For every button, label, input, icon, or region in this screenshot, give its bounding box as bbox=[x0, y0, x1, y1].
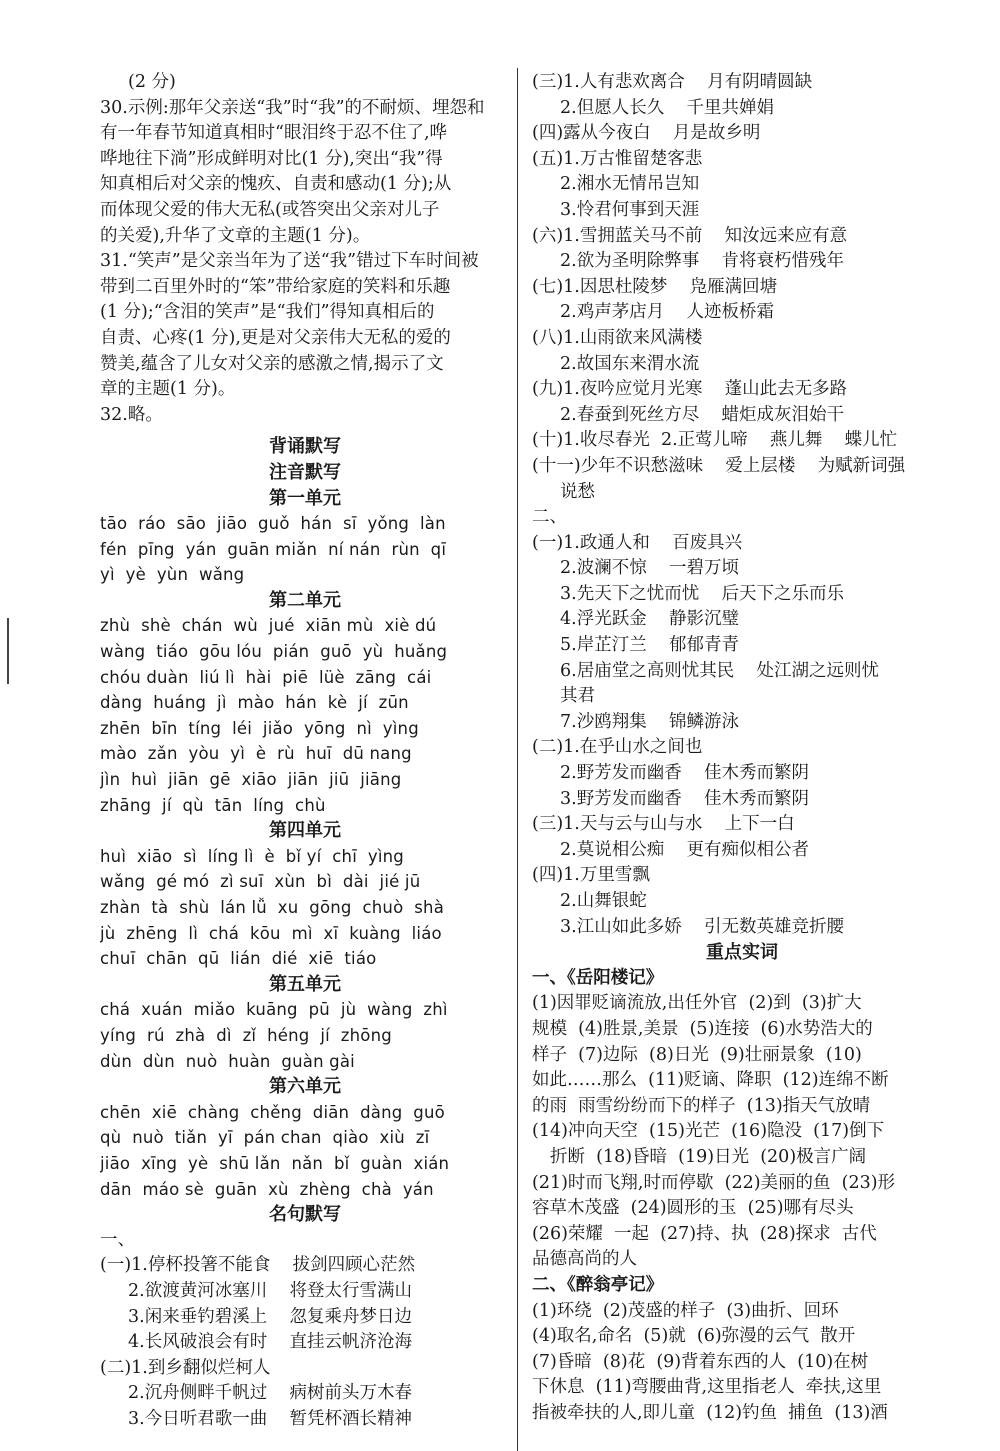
section-heading: 第一单元 bbox=[269, 487, 341, 509]
text-line: (四)露从今夜白 月是故乡明 bbox=[532, 123, 761, 144]
text-line: 6.居庙堂之高则忧其民 处江湖之远则忧 bbox=[560, 660, 879, 681]
left-column bbox=[100, 70, 510, 1432]
pinyin-line: dùn dùn nuò huàn guàn gài bbox=[100, 1051, 355, 1071]
text-line: 3.今日听君歌一曲 暂凭杯酒长精神 bbox=[128, 1408, 412, 1429]
column-divider bbox=[517, 68, 518, 1451]
pinyin-line: wàng tiáo gōu lóu pián guō yù huǎng bbox=[100, 642, 448, 662]
pinyin-line: jìn huì jiān gē xiāo jiān jiū jiāng bbox=[100, 770, 402, 790]
pinyin-line: chá xuán miǎo kuāng pū jù wàng zhì bbox=[100, 1000, 448, 1020]
subsection-heading: 一、《岳阳楼记》 bbox=[532, 967, 664, 988]
section-heading: 第五单元 bbox=[269, 973, 341, 995]
text-line: 2.故国东来渭水流 bbox=[560, 353, 700, 374]
section-heading: 第二单元 bbox=[269, 589, 341, 611]
text-line: 2.野芳发而幽香 佳木秀而繁阴 bbox=[560, 763, 809, 784]
text-line: (六)1.雪拥蓝关马不前 知汝远来应有意 bbox=[532, 225, 848, 246]
pinyin-line: zhēn bīn tíng léi jiǎo yōng nì yìng bbox=[100, 718, 419, 738]
text-line: 自责、心疼(1 分),更是对父亲伟大无私的爱的 bbox=[100, 327, 451, 348]
text-line: 2.波澜不惊 一碧万顷 bbox=[560, 558, 739, 579]
text-line: (26)荣耀 一起 (27)持、执 (28)探求 古代 bbox=[532, 1223, 877, 1244]
text-line: (十)1.收尽春光 2.正莺儿啼 燕儿舞 蝶儿忙 bbox=[532, 430, 898, 451]
pinyin-line: dān máo sè guān xù zhèng chà yán bbox=[100, 1179, 434, 1199]
text-line: (14)冲向天空 (15)光芒 (16)隐没 (17)倒下 bbox=[532, 1121, 885, 1142]
text-line: 2.鸡声茅店月 人迹板桥霜 bbox=[560, 302, 774, 323]
text-line: (八)1.山雨欲来风满楼 bbox=[532, 327, 703, 348]
text-line: (一)1.政通人和 百废具兴 bbox=[532, 532, 743, 553]
text-line: (2 分) bbox=[128, 72, 176, 92]
section-heading: 名句默写 bbox=[269, 1204, 341, 1226]
text-line: 2.沉舟侧畔千帆过 病树前头万木春 bbox=[128, 1383, 412, 1404]
pinyin-line: wǎng gé mó zì suī xùn bì dài jié jū bbox=[100, 872, 421, 892]
text-line: 5.岸芷汀兰 郁郁青青 bbox=[560, 635, 739, 656]
text-line: (三)1.人有悲欢离合 月有阴晴圆缺 bbox=[532, 72, 813, 92]
text-line: 2.湘水无情吊岂知 bbox=[560, 174, 700, 195]
text-line: (7)昏暗 (8)花 (9)背着东西的人 (10)在树 bbox=[532, 1351, 869, 1372]
pinyin-line: fén pīng yán guān miǎn ní nán rùn qī bbox=[100, 539, 447, 559]
text-line: (五)1.万古惟留楚客悲 bbox=[532, 148, 703, 169]
pinyin-line: dàng huáng jì mào hán kè jí zūn bbox=[100, 693, 409, 713]
pinyin-line: zhāng jí qù tān líng chù bbox=[100, 795, 326, 815]
pinyin-line: yì yè yùn wǎng bbox=[100, 565, 245, 585]
text-line: 的雨 雨雪纷纷而下的样子 (13)指天气放晴 bbox=[532, 1095, 871, 1116]
section-heading: 第六单元 bbox=[269, 1076, 341, 1098]
pinyin-line: yíng rú zhà dì zǐ héng jí zhōng bbox=[100, 1025, 392, 1045]
margin-mark bbox=[7, 618, 9, 684]
text-line: 7.沙鸥翔集 锦鳞游泳 bbox=[560, 711, 739, 732]
text-line: (4)取名,命名 (5)就 (6)弥漫的云气 散开 bbox=[532, 1326, 856, 1347]
text-line: 容草木茂盛 (24)圆形的玉 (25)哪有尽头 bbox=[532, 1198, 854, 1219]
text-line: 3.怜君何事到天涯 bbox=[560, 199, 700, 220]
text-line: 31.“笑声”是父亲当年为了送“我”错过下车时间被 bbox=[100, 251, 479, 272]
text-line: 3.闲来垂钓碧溪上 忽复乘舟梦日边 bbox=[128, 1306, 412, 1327]
text-line: (二)1.在乎山水之间也 bbox=[532, 737, 703, 758]
text-line: 带到二百里外时的“笨”带给家庭的笑料和乐趣 bbox=[100, 276, 451, 297]
text-line: 一、 bbox=[100, 1229, 135, 1250]
pinyin-line: zhàn tà shù lán lǚ xu gōng chuò shà bbox=[100, 898, 445, 917]
text-line: (二)1.到乡翻似烂柯人 bbox=[100, 1357, 271, 1378]
text-line: (四)1.万里雪飘 bbox=[532, 865, 650, 886]
pinyin-line: qù nuò tiǎn yī pán chan qiào xiù zī bbox=[100, 1128, 430, 1148]
text-line: (七)1.因思杜陵梦 凫雁满回塘 bbox=[532, 276, 778, 297]
section-heading: 重点实词 bbox=[706, 942, 778, 964]
text-line: 的关爱),升华了文章的主题(1 分)。 bbox=[100, 225, 371, 246]
text-line: 32.略。 bbox=[100, 404, 163, 425]
text-line: 二、 bbox=[532, 507, 567, 528]
text-line: 而体现父爱的伟大无私(或答突出父亲对儿子 bbox=[100, 199, 440, 220]
text-line: 2.山舞银蛇 bbox=[560, 891, 647, 911]
text-line: (十一)少年不识愁滋味 爱上层楼 为赋新词强 bbox=[532, 455, 906, 476]
text-line: 赞美,蕴含了儿女对父亲的感激之情,揭示了文 bbox=[100, 353, 444, 374]
section-heading: 背诵默写 bbox=[269, 436, 341, 458]
text-line: 有一年春节知道真相时“眼泪终于忍不住了,哗 bbox=[100, 123, 448, 144]
pinyin-line: huì xiāo sì líng lì è bǐ yí chī yìng bbox=[100, 846, 404, 866]
text-line: 下休息 (11)弯腰曲背,这里指老人 牵扶,这里 bbox=[532, 1377, 882, 1398]
section-heading: 第四单元 bbox=[269, 820, 341, 842]
text-line: 2.春蚕到死丝方尽 蜡炬成灰泪始干 bbox=[560, 404, 844, 425]
text-line: 3.江山如此多娇 引无数英雄竞折腰 bbox=[560, 916, 844, 937]
pinyin-line: chēn xiē chàng chěng diān dàng guō bbox=[100, 1102, 445, 1122]
section-heading: 注音默写 bbox=[269, 461, 341, 483]
text-line: 折断 (18)昏暗 (19)日光 (20)极言广阔 bbox=[550, 1146, 867, 1167]
text-line: 30.示例:那年父亲送“我”时“我”的不耐烦、埋怨和 bbox=[100, 97, 485, 118]
text-line: 4.浮光跃金 静影沉璧 bbox=[560, 609, 739, 630]
text-line: (三)1.天与云与山与水 上下一白 bbox=[532, 814, 795, 835]
right-column bbox=[532, 70, 952, 1426]
text-line: 2.莫说相公痴 更有痴似相公者 bbox=[560, 839, 809, 860]
pinyin-line: tāo ráo sāo jiāo guǒ hán sī yǒng làn bbox=[100, 514, 446, 534]
text-line: 指被牵扶的人,即儿童 (12)钓鱼 捕鱼 (13)酒 bbox=[532, 1402, 888, 1423]
pinyin-line: chuī chān qū lián dié xiē tiáo bbox=[100, 949, 377, 969]
pinyin-line: jù zhēng lì chá kōu mì xī kuàng liáo bbox=[100, 923, 442, 943]
pinyin-line: jiāo xīng yè shū lǎn nǎn bǐ guàn xián bbox=[100, 1153, 450, 1173]
pinyin-line: chóu duàn liú lì hài piē lüè zāng cái bbox=[100, 667, 432, 687]
text-line: 2.欲为圣明除弊事 肯将衰朽惜残年 bbox=[560, 251, 844, 272]
text-line: (1)因罪贬谪流放,出任外官 (2)到 (3)扩大 bbox=[532, 993, 862, 1014]
text-line: 4.长风破浪会有时 直挂云帆济沧海 bbox=[128, 1332, 412, 1353]
text-line: 说愁 bbox=[560, 481, 595, 502]
text-line: 3.野芳发而幽香 佳木秀而繁阴 bbox=[560, 788, 809, 809]
text-line: 2.但愿人长久 千里共婵娟 bbox=[560, 97, 774, 118]
text-line: 样子 (7)边际 (8)日光 (9)壮丽景象 (10) bbox=[532, 1044, 862, 1065]
text-line: 章的主题(1 分)。 bbox=[100, 379, 236, 400]
text-line: 3.先天下之忧而忧 后天下之乐而乐 bbox=[560, 583, 844, 604]
text-line: 规模 (4)胜景,美景 (5)连接 (6)水势浩大的 bbox=[532, 1018, 873, 1039]
text-line: 哗地往下淌”形成鲜明对比(1 分),突出“我”得 bbox=[100, 148, 443, 169]
text-line: 如此……那么 (11)贬谪、降职 (12)连绵不断 bbox=[532, 1070, 889, 1091]
pinyin-line: mào zǎn yòu yì è rù huī dū nang bbox=[100, 744, 412, 764]
text-line: 品德高尚的人 bbox=[532, 1249, 637, 1270]
text-line: 其君 bbox=[560, 686, 595, 707]
text-line: 知真相后对父亲的愧疚、自责和感动(1 分);从 bbox=[100, 174, 452, 195]
text-line: (一)1.停杯投箸不能食 拔剑四顾心茫然 bbox=[100, 1255, 416, 1276]
text-line: (1 分);“含泪的笑声”是“我们”得知真相后的 bbox=[100, 302, 435, 323]
text-line: 2.欲渡黄河冰塞川 将登太行雪满山 bbox=[128, 1280, 412, 1301]
subsection-heading: 二、《醉翁亭记》 bbox=[532, 1274, 664, 1295]
text-line: (九)1.夜吟应觉月光寒 蓬山此去无多路 bbox=[532, 379, 848, 400]
text-line: (21)时而飞翔,时而停歇 (22)美丽的鱼 (23)形 bbox=[532, 1172, 896, 1193]
pinyin-line: zhù shè chán wù jué xiān mù xiè dú bbox=[100, 616, 437, 636]
text-line: (1)环绕 (2)茂盛的样子 (3)曲折、回环 bbox=[532, 1300, 839, 1321]
